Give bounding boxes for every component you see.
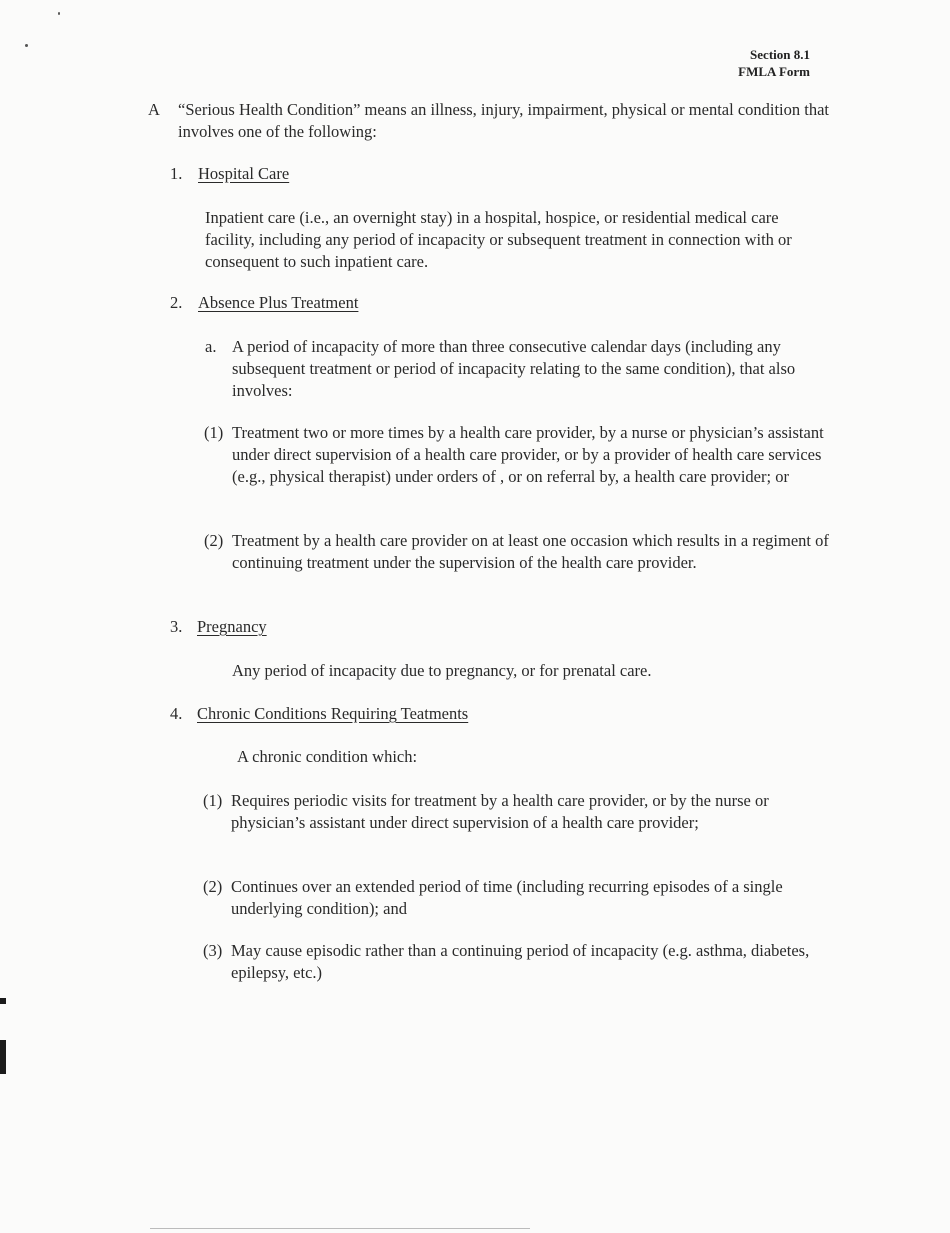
section-2-number: 2. (170, 293, 183, 312)
scan-speck (25, 44, 28, 47)
section-3-heading (170, 616, 797, 638)
scan-edge-mark (0, 998, 6, 1004)
section-2-title: Absence Plus Treatment (198, 293, 359, 312)
scan-speck (58, 12, 60, 15)
subitem-text: Requires periodic visits for treatment by a health care provider, or by the nurse or physician’s assistant under direct supervision of a health care provider; (231, 791, 769, 832)
form-name: FMLA Form (738, 64, 810, 79)
section-2-item-a (205, 336, 807, 402)
section-header (700, 46, 810, 80)
subitem-marker: (1) (203, 791, 223, 810)
section-4-title: Chronic Conditions Requiring Teatments (197, 704, 469, 723)
section-4-subitem-1 (203, 790, 831, 834)
subitem-marker: (2) (204, 531, 224, 550)
section-3-title: Pregnancy (197, 617, 267, 636)
item-a-text: A period of incapacity of more than three consecutive calendar days (including any subsequent treatment or period of incapacity relating to the same condition), that also involves: (232, 337, 796, 400)
scan-edge-mark (0, 1040, 6, 1074)
item-a-marker: a. (205, 337, 217, 356)
section-4-heading (170, 703, 797, 725)
subitem-text: Treatment by a health care provider on at least one occasion which results in a regiment of continuing treatment under the supervision of the health care provider. (232, 531, 829, 572)
section-1-body: Inpatient care (i.e., an overnight stay) in a hospital, hospice, or residential medical care facility, including any period of incapacity or subsequent treatment in connection with or consequent to such inpatient care. (205, 208, 792, 271)
section-4-number: 4. (170, 704, 183, 723)
definition-paragraph (148, 99, 838, 143)
subitem-text: May cause episodic rather than a continuing period of incapacity (e.g. asthma, diabetes, epilepsy, etc.) (231, 941, 810, 982)
section-1-heading (170, 163, 798, 185)
subitem-marker: (3) (203, 941, 223, 960)
section-3-number: 3. (170, 617, 183, 636)
section-4-subitem-3 (203, 940, 831, 984)
section-number: Section 8.1 (750, 47, 810, 62)
definition-marker: A (148, 100, 160, 119)
section-4-subitem-2 (203, 876, 831, 920)
section-1-title: Hospital Care (198, 164, 290, 183)
section-2-heading (170, 292, 798, 314)
subitem-text: Continues over an extended period of time (including recurring episodes of a single underlying condition); and (231, 877, 783, 918)
subitem-text: Treatment two or more times by a health care provider, by a nurse or physician’s assistant under direct supervision of a health care provider, or by a provider of health care services (e.g., physical therapist) under orders of , or on referral by, a health care provider; or (232, 423, 824, 486)
subitem-marker: (1) (204, 423, 224, 442)
definition-text: “Serious Health Condition” means an illness, injury, impairment, physical or mental condition that involves one of the following: (178, 100, 830, 141)
section-1-number: 1. (170, 164, 183, 183)
section-2-subitem-1 (204, 422, 832, 488)
section-2-subitem-2 (204, 530, 832, 574)
section-3-body: Any period of incapacity due to pregnancy, or for prenatal care. (232, 661, 652, 680)
section-4-intro: A chronic condition which: (237, 747, 418, 766)
subitem-marker: (2) (203, 877, 223, 896)
scan-bottom-edge (150, 1228, 530, 1229)
